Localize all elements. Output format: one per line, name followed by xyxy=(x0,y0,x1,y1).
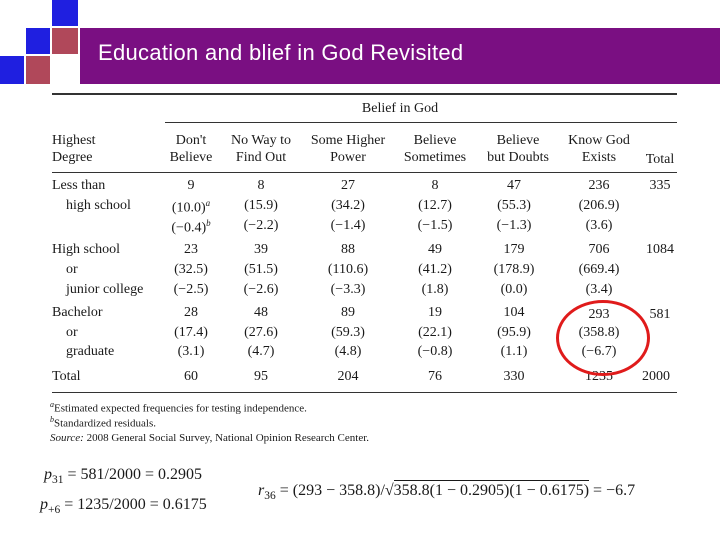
col-header-sometimes-2: Sometimes xyxy=(403,150,467,165)
formula-p16 xyxy=(40,496,207,516)
row2-expected-c6: (669.4) xyxy=(578,262,620,277)
row1-residual-c3: (−1.4) xyxy=(330,218,366,233)
total-c4: 76 xyxy=(428,369,442,384)
row3-count-c6: 293 xyxy=(588,307,610,322)
row3-residual-c5: (1.1) xyxy=(500,344,528,359)
row1-residual-c2: (−2.2) xyxy=(243,218,279,233)
row2-expected-c1: (32.5) xyxy=(174,262,208,277)
row1-residual-c4: (−1.5) xyxy=(417,218,453,233)
footnote-b-mark: b xyxy=(50,415,54,424)
col-header-higher-power-1: Some Higher xyxy=(310,133,386,148)
row1-count-c3: 27 xyxy=(341,178,355,193)
col-header-sometimes-1: Believe xyxy=(413,133,457,148)
row1-residual-c6: (3.6) xyxy=(585,218,613,233)
stub-header-line2: Degree xyxy=(52,150,93,165)
row2-expected-c4: (41.2) xyxy=(418,262,452,277)
row1-expected-c2: (15.9) xyxy=(244,198,278,213)
corner-square-red-2 xyxy=(26,56,50,84)
row1-residual-c5: (−1.3) xyxy=(496,218,532,233)
row3-expected-c4: (22.1) xyxy=(418,325,452,340)
formula-p16-sub: +6 xyxy=(48,504,61,517)
row1-count-c4: 8 xyxy=(431,178,439,193)
row1-expected-c6: (206.9) xyxy=(578,198,620,213)
row1-label-1: Less than xyxy=(52,178,106,193)
row2-residual-c4: (1.8) xyxy=(421,282,449,297)
col-header-know-god-1: Know God xyxy=(568,133,630,148)
row1-expected-c1-value: (10.0) xyxy=(171,200,206,216)
row3-count-c1: 28 xyxy=(184,305,198,320)
footnote-b xyxy=(50,415,156,430)
row3-count-c5: 104 xyxy=(503,305,525,320)
row2-count-c2: 39 xyxy=(254,242,268,257)
footnote-a xyxy=(50,400,307,415)
row1-expected-c1 xyxy=(172,198,210,217)
row3-expected-c5: (95.9) xyxy=(497,325,531,340)
row2-expected-c3: (110.6) xyxy=(327,262,369,277)
col-header-higher-power-2: Power xyxy=(330,150,366,165)
total-row-label: Total xyxy=(52,369,81,384)
row3-expected-c2: (27.6) xyxy=(244,325,278,340)
row1-expected-c3: (34.2) xyxy=(331,198,365,213)
row2-label-3: junior college xyxy=(66,282,144,297)
col-header-know-god-2: Exists xyxy=(581,150,617,165)
source-line xyxy=(50,432,369,444)
row3-residual-c3: (4.8) xyxy=(334,344,362,359)
row1-count-c6: 236 xyxy=(588,178,610,193)
corner-square-blue-2 xyxy=(26,28,50,54)
col-header-dont-believe-1: Don't xyxy=(175,133,207,148)
sqrt-sign: √ xyxy=(384,482,394,499)
formula-r36-var: r xyxy=(258,482,265,499)
row3-label-1: Bachelor xyxy=(52,305,103,320)
footnote-b-text: Standardized residuals. xyxy=(54,417,157,430)
row2-count-c1: 23 xyxy=(184,242,198,257)
total-c2: 95 xyxy=(254,369,268,384)
row2-label-2: or xyxy=(66,262,78,277)
row3-residual-c6: (−6.7) xyxy=(581,344,617,359)
formula-p31-var: p xyxy=(44,466,52,483)
row1-count-c2: 8 xyxy=(257,178,265,193)
row1-expected-c4: (12.7) xyxy=(418,198,452,213)
corner-square-blue-3 xyxy=(0,56,24,84)
row2-count-total: 1084 xyxy=(646,242,674,257)
source-label: Source: xyxy=(50,432,84,444)
row3-expected-c3: (59.3) xyxy=(331,325,365,340)
table-bottom-rule xyxy=(52,392,677,393)
row3-expected-c1: (17.4) xyxy=(174,325,208,340)
row2-count-c3: 88 xyxy=(341,242,355,257)
row3-count-c3: 89 xyxy=(341,305,355,320)
col-header-no-way-1: No Way to xyxy=(230,133,292,148)
col-header-no-way-2: Find Out xyxy=(235,150,287,165)
row2-residual-c1: (−2.5) xyxy=(173,282,209,297)
formula-r36 xyxy=(258,482,635,502)
row3-residual-c4: (−0.8) xyxy=(417,344,453,359)
formula-p31-sub: 31 xyxy=(52,474,64,487)
row1-expected-c5: (55.3) xyxy=(497,198,531,213)
row1-residual-c1-value: (−0.4) xyxy=(171,220,207,236)
footnote-a-text: Estimated expected frequencies for testing independence. xyxy=(54,402,307,415)
stub-header-line1: Highest xyxy=(52,133,96,148)
corner-square-blue-1 xyxy=(52,0,78,26)
total-c5: 330 xyxy=(503,369,525,384)
formula-p31 xyxy=(44,466,202,486)
row1-expected-footnote-mark: a xyxy=(205,198,211,208)
formula-p16-var: p xyxy=(40,496,48,513)
row3-count-c2: 48 xyxy=(254,305,268,320)
row3-label-3: graduate xyxy=(66,344,115,359)
row1-label-2: high school xyxy=(66,198,131,213)
row3-expected-c6: (358.8) xyxy=(578,325,620,340)
spanner-rule xyxy=(165,122,677,123)
total-c1: 60 xyxy=(184,369,198,384)
footnote-a-mark: a xyxy=(50,400,54,409)
formula-r36-right: = −6.7 xyxy=(593,482,636,499)
row3-label-2: or xyxy=(66,325,78,340)
row3-count-total: 581 xyxy=(649,307,671,322)
formula-p16-rhs: = 1235/2000 = 0.6175 xyxy=(64,496,207,513)
row1-residual-c1 xyxy=(171,218,210,237)
spanner-label: Belief in God xyxy=(361,101,439,116)
corner-square-red-1 xyxy=(52,28,78,54)
col-header-dont-believe-2: Believe xyxy=(169,150,213,165)
row2-expected-c2: (51.5) xyxy=(244,262,278,277)
formula-p31-rhs: = 581/2000 = 0.2905 xyxy=(67,466,202,483)
row1-count-c5: 47 xyxy=(507,178,521,193)
source-text: 2008 General Social Survey, National Opinion Research Center. xyxy=(86,432,370,444)
row3-count-c4: 19 xyxy=(428,305,442,320)
row1-count-c1: 9 xyxy=(187,178,195,193)
col-header-doubts-1: Believe xyxy=(496,133,540,148)
header-bottom-rule xyxy=(52,172,677,173)
total-c3: 204 xyxy=(337,369,359,384)
row2-residual-c2: (−2.6) xyxy=(243,282,279,297)
row2-count-c6: 706 xyxy=(588,242,610,257)
highlight-circle xyxy=(556,300,650,376)
row1-residual-footnote-mark: b xyxy=(206,218,211,228)
table-top-rule xyxy=(52,93,677,95)
formula-r36-sub: 36 xyxy=(264,490,276,503)
row1-count-total: 335 xyxy=(649,178,671,193)
row2-residual-c6: (3.4) xyxy=(585,282,613,297)
row3-residual-c1: (3.1) xyxy=(177,344,205,359)
row3-residual-c2: (4.7) xyxy=(247,344,275,359)
formula-r36-radicand: 358.8(1 − 0.2905)(1 − 0.6175) xyxy=(393,482,590,499)
row2-expected-c5: (178.9) xyxy=(493,262,535,277)
row2-count-c4: 49 xyxy=(428,242,442,257)
slide-title: Education and blief in God Revisited xyxy=(98,40,464,65)
row2-residual-c3: (−3.3) xyxy=(330,282,366,297)
col-header-total: Total xyxy=(645,152,675,167)
total-grand: 2000 xyxy=(642,369,670,384)
col-header-doubts-2: but Doubts xyxy=(487,150,549,165)
row2-count-c5: 179 xyxy=(503,242,525,257)
formula-r36-left: = (293 − 358.8)/ xyxy=(279,482,385,499)
total-c6: 1235 xyxy=(585,369,613,384)
row2-residual-c5: (0.0) xyxy=(500,282,528,297)
row2-label-1: High school xyxy=(52,242,121,257)
